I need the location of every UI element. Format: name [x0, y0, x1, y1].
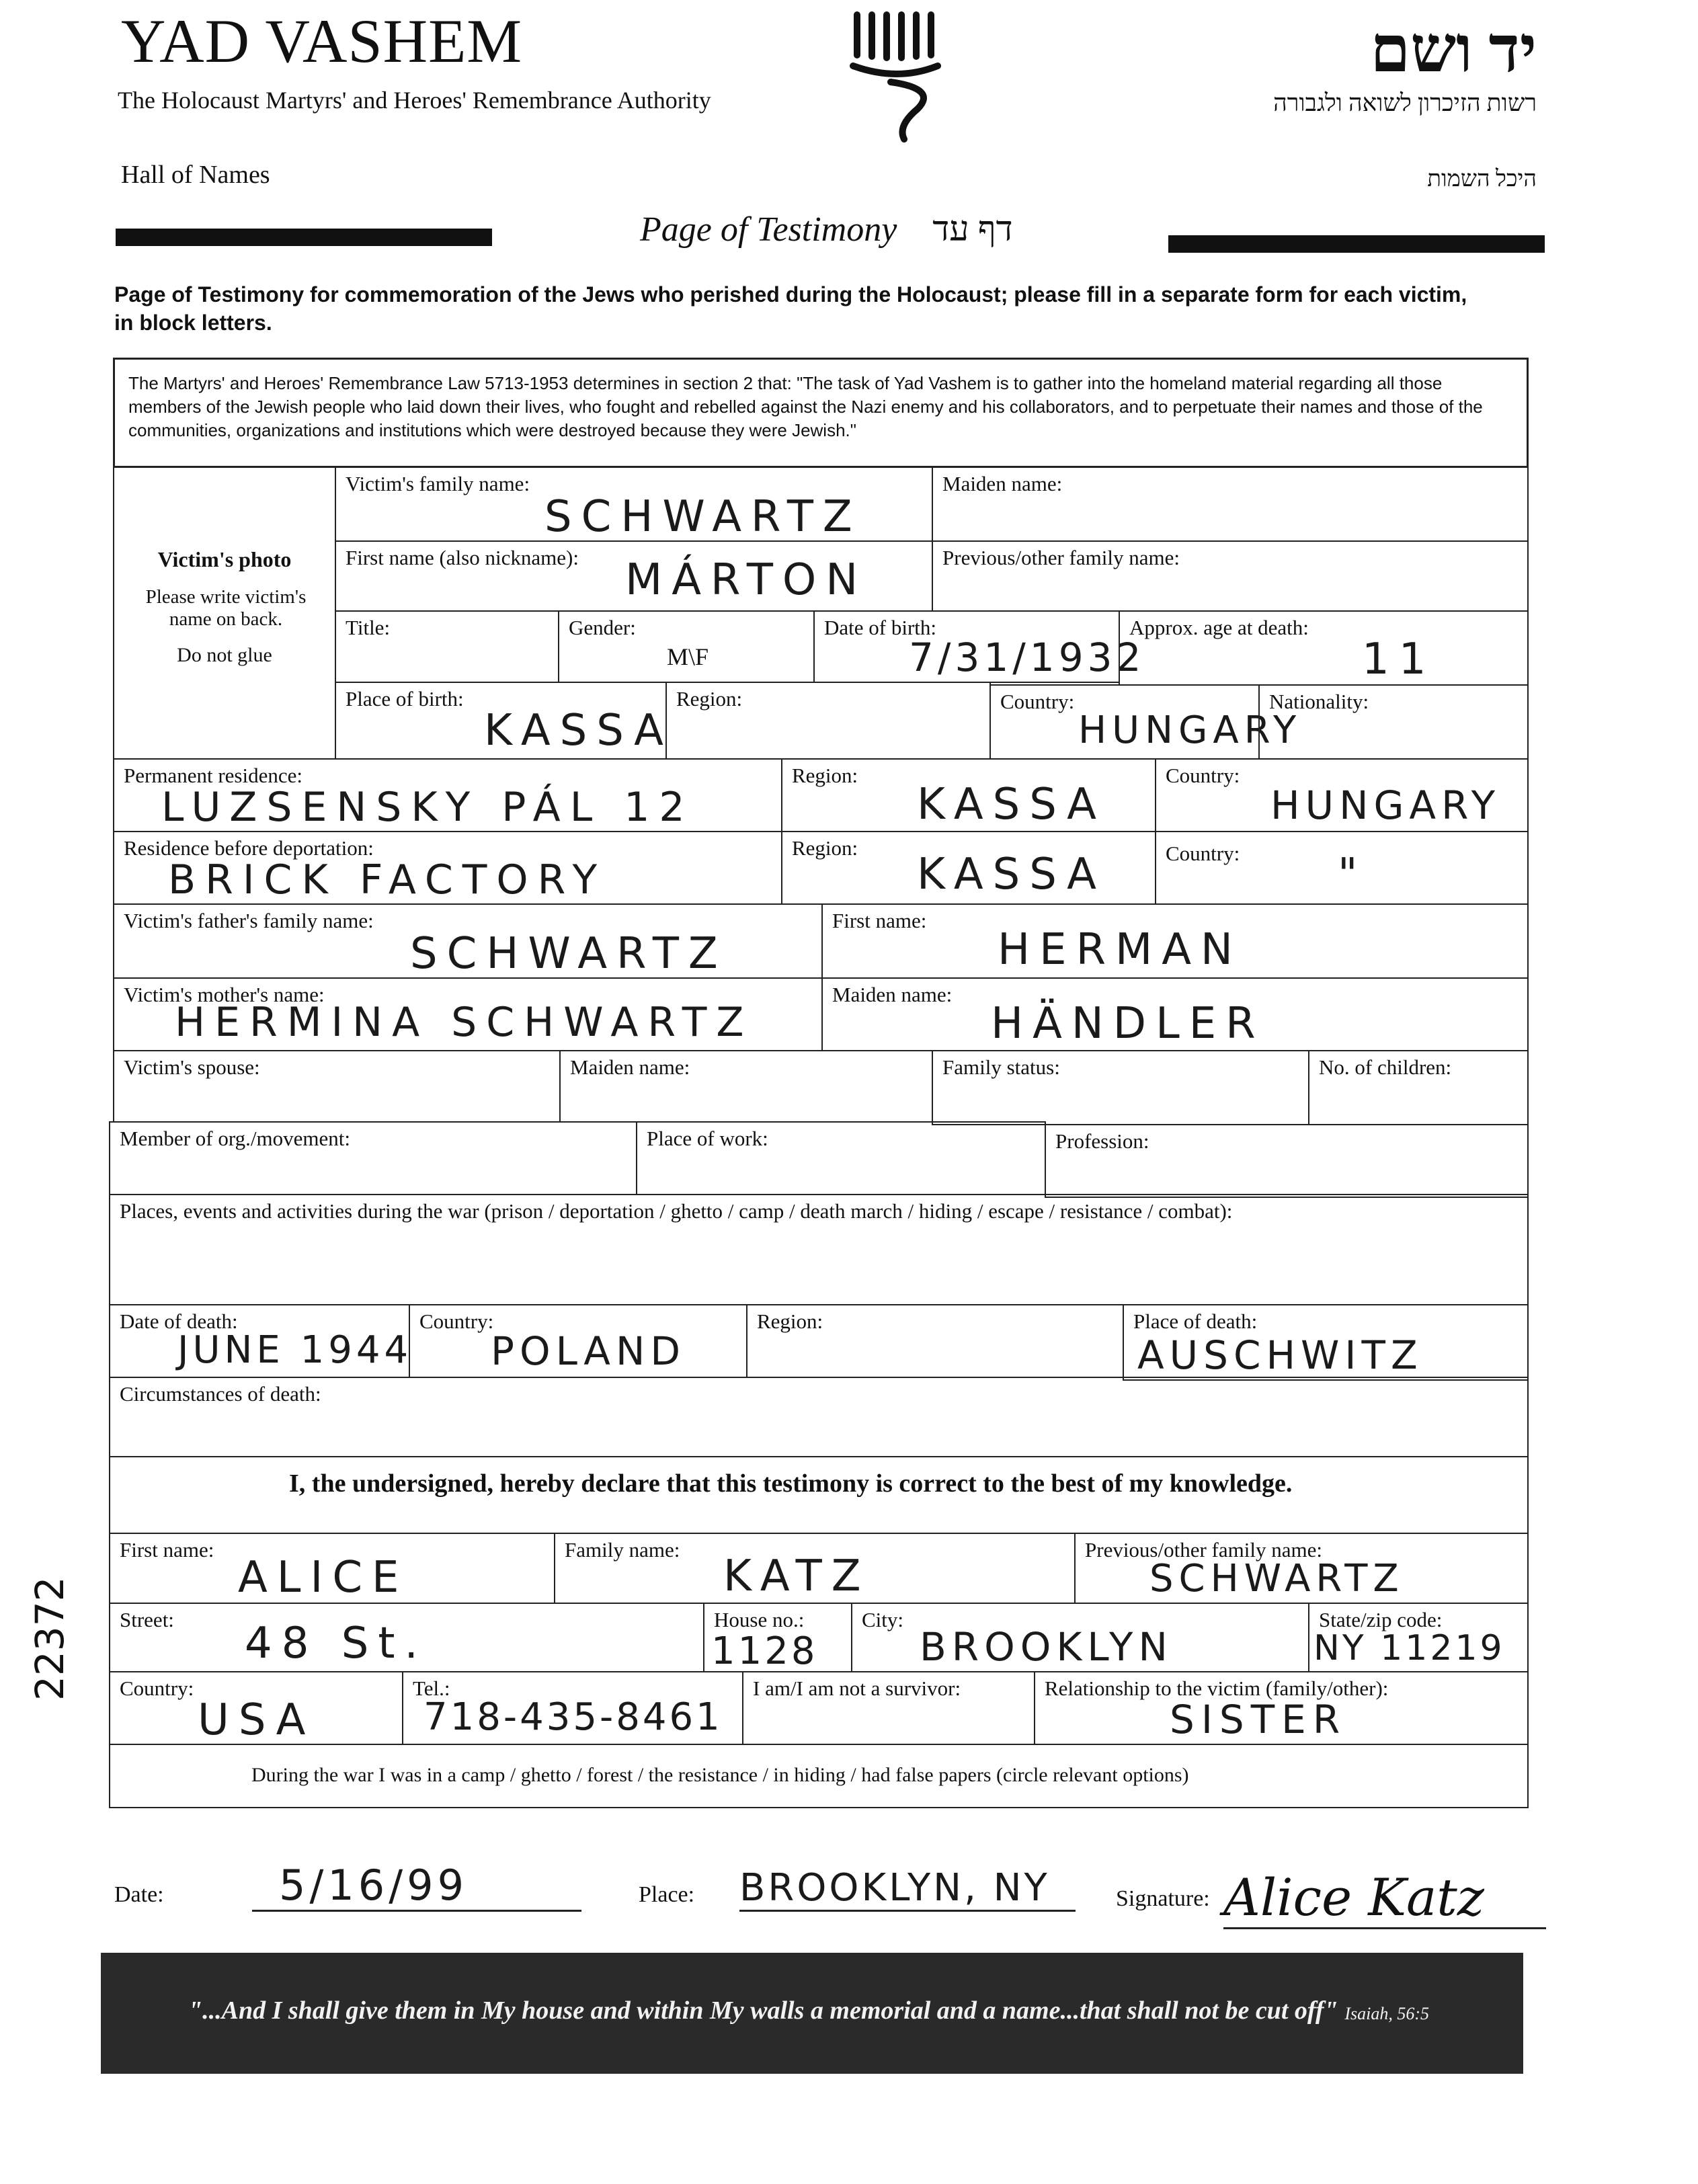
label: Nationality: [1269, 690, 1369, 713]
label: Country: [1166, 842, 1240, 865]
label: Victim's spouse: [124, 1055, 260, 1079]
family-status-field[interactable] [932, 1050, 1309, 1125]
signature[interactable]: Alice Katz [1223, 1867, 1546, 1929]
title-bar-left [116, 229, 492, 246]
label: City: [862, 1608, 904, 1631]
label: During the war I was in a camp / ghetto / forest / the resistance / in hiding / had false papers (circle relevant options) [251, 1764, 1189, 1786]
value: LUZSENSKY PÁL 12 [161, 784, 694, 831]
death-region-field[interactable] [746, 1304, 1124, 1378]
hall-of-names: Hall of Names [121, 161, 270, 189]
survivor-status-field[interactable] [742, 1671, 1035, 1745]
label: Place of death: [1133, 1309, 1258, 1333]
value: KASSA [917, 850, 1106, 899]
label: First name: [120, 1538, 214, 1562]
value: KATZ [723, 1551, 871, 1601]
victim-place-of-birth-field[interactable] [335, 682, 673, 760]
label: Date of death: [120, 1309, 238, 1333]
label: Circumstances of death: [120, 1382, 321, 1406]
form-title: Page of Testimony דף עד [640, 210, 1013, 249]
value: HERMAN [998, 925, 1242, 975]
victim-previous-family-name-field[interactable] [932, 540, 1529, 612]
label: Approx. age at death: [1129, 616, 1309, 639]
value: POLAND [491, 1328, 686, 1374]
victim-date-of-birth-field[interactable] [813, 610, 1145, 683]
label: Relationship to the victim (family/other): [1045, 1676, 1389, 1700]
value: SCHWARTZ [544, 492, 862, 542]
label: Previous/other family name: [1085, 1538, 1322, 1562]
submitter-telephone-field[interactable] [402, 1671, 743, 1745]
mother-name-field[interactable] [113, 977, 823, 1051]
member-of-org-field[interactable] [109, 1121, 637, 1195]
label: Title: [346, 616, 391, 639]
place-of-work-field[interactable] [636, 1121, 1046, 1195]
label: Place of work: [647, 1127, 768, 1150]
footer-quote: "...And I shall give them in My house and within My walls a memorial and a name...that shall not be cut off" [188, 1996, 1338, 2025]
label: Maiden name: [942, 472, 1063, 495]
victim-region-field[interactable] [665, 682, 991, 760]
victim-family-name-field[interactable] [335, 467, 933, 542]
spouse-maiden-name-field[interactable] [559, 1050, 933, 1123]
label: Region: [676, 687, 743, 711]
submitter-country-field[interactable] [109, 1671, 403, 1745]
before-region-field[interactable] [781, 831, 1156, 905]
label: Permanent residence: [124, 764, 302, 787]
signoff-date[interactable]: 5/16/99 [252, 1861, 581, 1912]
label: House no.: [714, 1608, 805, 1631]
value: SISTER [1170, 1697, 1347, 1742]
before-country-field[interactable] [1155, 831, 1529, 905]
value: MÁRTON [625, 555, 868, 605]
value: HÄNDLER [991, 999, 1265, 1049]
label: Victim's family name: [346, 472, 530, 495]
label: Street: [120, 1608, 174, 1631]
label: Profession: [1055, 1129, 1149, 1153]
label: First name (also nickname): [346, 546, 579, 569]
value: 1128 [711, 1629, 818, 1673]
org-name: YAD VASHEM [121, 7, 523, 75]
submitter-state-zip-field[interactable] [1308, 1603, 1529, 1672]
signoff-place[interactable]: BROOKLYN, NY [739, 1866, 1076, 1912]
value: BRICK FACTORY [168, 856, 607, 903]
submitter-first-name-field[interactable] [109, 1533, 555, 1604]
label: Tel.: [413, 1676, 450, 1700]
value: HUNGARY [1270, 782, 1501, 828]
law-text: The Martyrs' and Heroes' Remembrance Law 5713-1953 determines in section 2 that: "The task of Yad Vashem is to gather into the homeland material regarding all those members of the Jewish people who laid down their lives, who fought and rebelled against the Nazi enemy and his collaborators, and to perpetuate their names and those of the communities, organizations and institutions which were destroyed because they were Jewish." [113, 358, 1529, 468]
value: NY 11219 [1313, 1628, 1505, 1668]
label: Maiden name: [832, 983, 953, 1006]
label: State/zip code: [1319, 1608, 1443, 1631]
label: Gender: [569, 616, 636, 639]
victim-nationality-field[interactable] [1258, 684, 1529, 760]
place-of-death-field[interactable] [1123, 1304, 1529, 1381]
label: Family name: [565, 1538, 680, 1562]
residence-before-deportation-field[interactable] [113, 831, 782, 905]
value: HERMINA SCHWARTZ [175, 999, 754, 1046]
value: KASSA [917, 780, 1106, 830]
father-first-name-field[interactable] [821, 903, 1529, 979]
war-activities-field[interactable] [109, 1194, 1529, 1305]
value: 7/31/1932 [909, 635, 1145, 680]
label: Places, events and activities during the war (prison / deportation / ghetto / camp / death march / hiding / escape / resistance / combat): [120, 1199, 1233, 1223]
value: BROOKLYN [920, 1624, 1173, 1670]
label: Family status: [942, 1055, 1060, 1079]
death-country-field[interactable] [409, 1304, 747, 1378]
value: AUSCHWITZ [1137, 1332, 1423, 1378]
label: Country: [1000, 690, 1075, 713]
signature-label: Signature: [1116, 1886, 1210, 1911]
value: SCHWARTZ [410, 929, 727, 979]
victim-first-name-field[interactable] [335, 540, 933, 612]
value: 11 [1362, 635, 1436, 684]
submitter-previous-family-name-field[interactable] [1074, 1533, 1529, 1604]
photo-title: Victim's photo [157, 547, 292, 571]
permanent-region-field[interactable] [781, 758, 1156, 832]
label: Country: [419, 1309, 494, 1333]
label: Place of birth: [346, 687, 464, 711]
permanent-residence-field[interactable] [113, 758, 782, 832]
label: Previous/other family name: [942, 546, 1180, 569]
label: No. of children: [1319, 1055, 1452, 1079]
value: M\F [667, 643, 709, 670]
label: First name: [832, 909, 927, 932]
war-location-options-field[interactable] [109, 1744, 1529, 1808]
submitter-city-field[interactable] [851, 1603, 1309, 1672]
label: Region: [792, 764, 858, 787]
signoff-place-label: Place: [639, 1882, 695, 1907]
submitter-house-number-field[interactable] [703, 1603, 852, 1672]
number-of-children-field[interactable] [1308, 1050, 1529, 1125]
label: Maiden name: [570, 1055, 690, 1079]
value: 718-435-8461 [423, 1695, 723, 1739]
victim-gender-field[interactable] [558, 610, 815, 683]
value: " [1338, 850, 1367, 899]
submitter-family-name-field[interactable] [554, 1533, 1076, 1604]
profession-field[interactable] [1045, 1124, 1529, 1198]
value: USA [198, 1695, 315, 1745]
victim-country-field[interactable] [989, 684, 1302, 760]
label: Date of birth: [824, 616, 937, 639]
value: ALICE [238, 1553, 409, 1603]
declaration-text: I, the undersigned, hereby declare that this testimony is correct to the best of my knowledge. [289, 1469, 1293, 1498]
value: HUNGARY [1078, 709, 1302, 752]
photo-glue: Do not glue [177, 644, 272, 666]
form-title-hebrew: דף עד [932, 210, 1013, 249]
value: JUNE 1944 [177, 1328, 413, 1372]
intro-text: Page of Testimony for commemoration of the Jews who perished during the Holocaust; please fill in a separate form for each victim, in block letters. [114, 282, 1467, 335]
victim-maiden-name-field[interactable] [932, 467, 1529, 542]
label: Residence before deportation: [124, 836, 374, 860]
label: Victim's mother's name: [124, 983, 325, 1006]
footer-quote-banner [101, 1953, 1523, 2074]
label: I am/I am not a survivor: [753, 1676, 961, 1700]
value: KASSA [484, 706, 673, 756]
title-bar-right [1168, 235, 1545, 253]
relationship-field[interactable] [1034, 1671, 1529, 1745]
value: SCHWARTZ [1149, 1557, 1404, 1601]
signoff-date-label: Date: [114, 1882, 164, 1907]
father-family-name-field[interactable] [113, 903, 823, 979]
label: Region: [757, 1309, 823, 1333]
label: Victim's father's family name: [124, 909, 374, 932]
archive-stamp-number: 22372 [27, 1576, 73, 1701]
victim-title-field[interactable] [335, 610, 559, 683]
label: Country: [1166, 764, 1240, 787]
value: 48 St. [245, 1619, 428, 1668]
hall-of-names-hebrew: היכל השמות [1427, 167, 1537, 192]
permanent-country-field[interactable] [1155, 758, 1529, 832]
label: Member of org./movement: [120, 1127, 350, 1150]
org-name-hebrew: יד ושם [1370, 13, 1537, 85]
yad-vashem-emblem-icon [844, 8, 951, 143]
victim-age-at-death-field[interactable] [1119, 610, 1529, 686]
label: Country: [120, 1676, 194, 1700]
org-subtitle: The Holocaust Martyrs' and Heroes' Remembrance Authority [118, 87, 711, 114]
label: Region: [792, 836, 858, 860]
photo-note: Please write victim's name on back. [145, 586, 307, 631]
submitter-street-field[interactable] [109, 1603, 704, 1672]
org-subtitle-hebrew: רשות הזיכרון לשואה ולגבורה [1273, 89, 1537, 116]
victim-spouse-field[interactable] [113, 1050, 561, 1123]
victim-photo-box[interactable] [113, 467, 336, 760]
footer-citation: Isaiah, 56:5 [1344, 2004, 1429, 2023]
mother-maiden-name-field[interactable] [821, 977, 1529, 1051]
circumstances-of-death-field[interactable] [109, 1377, 1529, 1457]
date-of-death-field[interactable] [109, 1304, 413, 1378]
